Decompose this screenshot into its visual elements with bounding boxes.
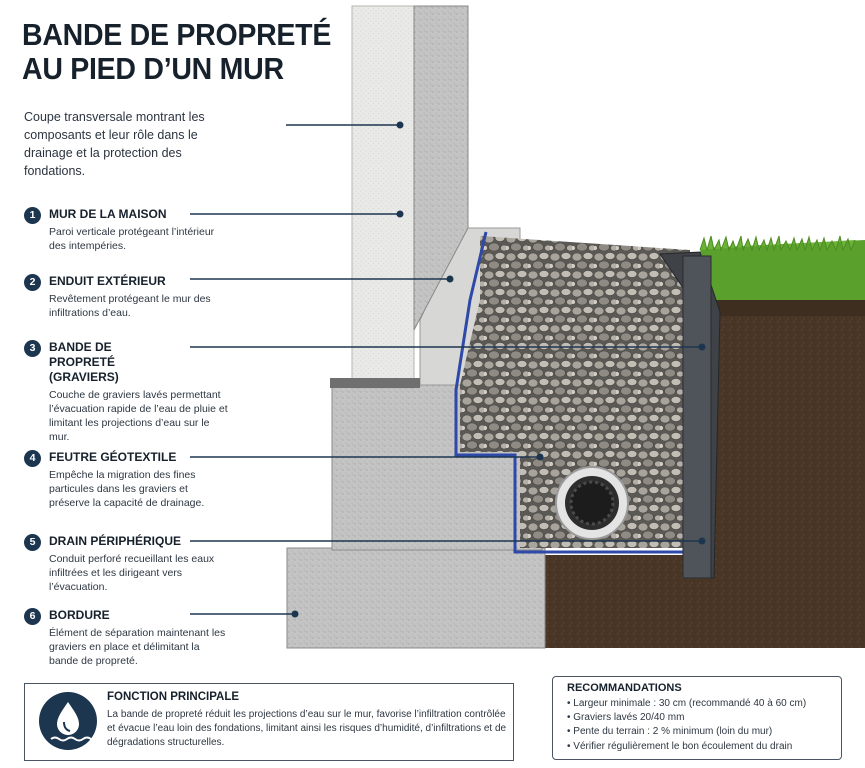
component-title: FEUTRE GÉOTEXTILE [49,450,177,464]
component-description: Élément de séparation maintenant les graviers en place et délimitant la bande de propreté. [49,627,226,667]
intro-text: Coupe transversale montrant les composants et leur rôle dans le drainage et la protection des fondations. [24,110,205,178]
recommendations-box [552,676,842,760]
recommendations-list [567,697,806,754]
component-description: Conduit perforé recueillant les eaux infiltrées et les dirigeant vers l’évacuation. [49,553,215,593]
component-number: 3 [24,340,41,357]
component-number: 4 [24,450,41,467]
component-4 [24,450,229,510]
component-5 [24,534,229,594]
component-number: 2 [24,274,41,291]
component-description: Revêtement protégeant le mur des infiltrations d’eau. [49,293,211,319]
component-1 [24,207,229,253]
component-title: BANDE DE PROPRETÉ (GRAVIERS) [49,340,119,384]
component-number: 5 [24,534,41,551]
component-title: BORDURE [49,608,110,622]
recommendation-item: • Largeur minimale : 30 cm (recommandé 40 à 60 cm) [567,697,806,711]
recommendation-item: • Graviers lavés 20/40 mm [567,711,806,725]
component-2 [24,274,229,320]
recommendation-item: • Vérifier régulièrement le bon écoulement du drain [567,740,806,754]
water-drop-icon [39,692,97,750]
footing [287,548,545,648]
function-heading: FONCTION PRINCIPALE [107,691,240,703]
function-box [24,683,514,761]
title-line-2: AU PIED D’UN MUR [22,51,284,86]
component-title: ENDUIT EXTÉRIEUR [49,274,166,288]
recommendations-heading: RECOMMANDATIONS [567,682,682,694]
component-description: Empêche la migration des fines particules dans les graviers et préserve la capacité de drainage. [49,469,205,509]
component-title: MUR DE LA MAISON [49,207,167,221]
title-line-1: BANDE DE PROPRETÉ [22,17,332,52]
component-title: DRAIN PÉRIPHÉRIQUE [49,534,182,548]
component-6 [24,608,229,668]
component-number: 6 [24,608,41,625]
drain-pipe [556,467,628,539]
component-number: 1 [24,207,41,224]
component-description: Couche de graviers lavés permettant l’évacuation rapide de l’eau de pluie et limitant les projections d’eau sur le mur. [49,389,228,443]
component-description: Paroi verticale protégeant l’intérieur des intempéries. [49,226,215,252]
function-text: La bande de propreté réduit les projections d’eau sur le mur, favorise l’infiltration contrôlée et évacue l’eau loin des fondations, limitant ainsi les risques d’humidité, d’infiltrations et de dégradations structurelles. [107,709,507,748]
house-wall [352,6,414,388]
recommendation-item: • Pente du terrain : 2 % minimum (loin du mur) [567,725,806,739]
component-3 [24,340,229,444]
